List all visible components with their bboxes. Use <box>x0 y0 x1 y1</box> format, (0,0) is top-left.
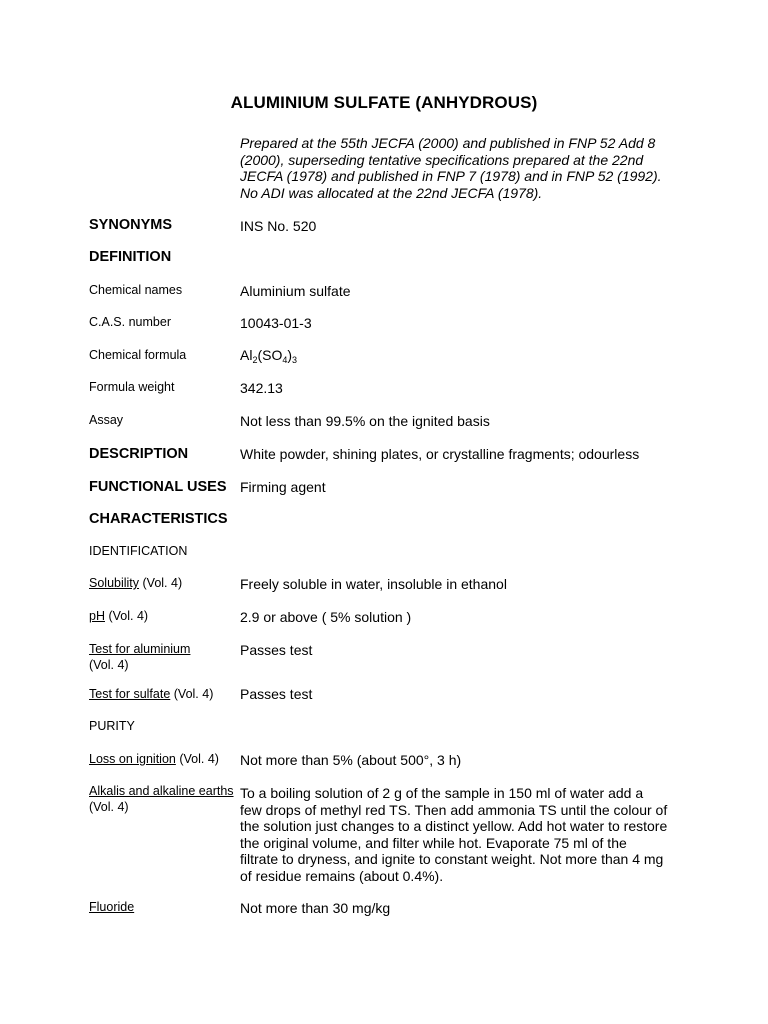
sulfate-test-label <box>89 686 213 702</box>
characteristics-heading: CHARACTERISTICS <box>89 511 228 527</box>
formula-part: Al <box>240 347 253 363</box>
cas-value: 10043-01-3 <box>240 315 312 331</box>
formula-subscript: 4 <box>282 355 288 365</box>
vol-ref: (Vol. 4) <box>104 609 149 623</box>
ph-value: 2.9 or above ( 5% solution ) <box>240 609 412 625</box>
description-value: White powder, shining plates, or crystalline fragments; odourless <box>240 446 640 462</box>
aluminium-test-link[interactable]: Test for aluminium <box>89 642 191 656</box>
vol-ref: (Vol. 4) <box>175 752 219 766</box>
assay-label: Assay <box>89 413 124 427</box>
solubility-link[interactable]: Solubility <box>89 576 140 590</box>
solubility-value: Freely soluble in water, insoluble in ethanol <box>240 576 507 592</box>
sulfate-test-link[interactable]: Test for sulfate <box>89 687 171 701</box>
loss-on-ignition-value: Not more than 5% (about 500°, 3 h) <box>240 752 462 768</box>
sulfate-test-value: Passes test <box>240 686 313 702</box>
formula-part: ) <box>287 347 293 363</box>
assay-value: Not less than 99.5% on the ignited basis <box>240 413 490 429</box>
chemical-names-value: Aluminium sulfate <box>240 283 351 299</box>
fluoride-label <box>89 899 134 915</box>
ph-label <box>89 608 148 624</box>
synonyms-heading: SYNONYMS <box>89 217 172 233</box>
solubility-label <box>89 575 182 591</box>
formula-part: (SO <box>257 347 283 363</box>
chemical-names-label: Chemical names <box>89 283 183 297</box>
formula-subscript: 2 <box>252 355 258 365</box>
functional-uses-value: Firming agent <box>240 479 326 495</box>
synonyms-value: INS No. 520 <box>240 218 317 234</box>
aluminium-test-label <box>89 641 190 673</box>
fluoride-value: Not more than 30 mg/kg <box>240 900 391 916</box>
functional-uses-heading: FUNCTIONAL USES <box>89 479 227 495</box>
aluminium-test-value: Passes test <box>240 642 313 658</box>
identification-subheading: IDENTIFICATION <box>89 544 188 558</box>
alkalis-link[interactable]: Alkalis and alkaline earths <box>89 784 234 798</box>
definition-heading: DEFINITION <box>89 249 172 265</box>
ph-link[interactable]: pH <box>89 609 105 623</box>
loss-on-ignition-link[interactable]: Loss on ignition <box>89 752 176 766</box>
alkalis-label <box>89 783 234 815</box>
description-heading: DESCRIPTION <box>89 446 189 462</box>
vol-ref: (Vol. 4) <box>89 658 129 672</box>
vol-ref: (Vol. 4) <box>89 800 129 814</box>
intro-note: Prepared at the 55th JECFA (2000) and published in FNP 52 Add 8 (2000), superseding tentative specifications prepared at the 22nd JECFA (1978) and published in FNP 7 (1978) and in FNP 52 (1992). No ADI was allocated at the 22nd JECFA (1978). <box>240 135 662 201</box>
loss-on-ignition-label <box>89 751 219 767</box>
chemical-formula-label: Chemical formula <box>89 348 187 362</box>
vol-ref: (Vol. 4) <box>170 687 214 701</box>
formula-weight-label: Formula weight <box>89 380 175 394</box>
chemical-formula-value <box>240 347 297 364</box>
cas-label: C.A.S. number <box>89 315 171 329</box>
formula-subscript: 3 <box>292 355 298 365</box>
vol-ref: (Vol. 4) <box>139 576 183 590</box>
purity-subheading: PURITY <box>89 719 135 733</box>
page-title: ALUMINIUM SULFATE (ANHYDROUS) <box>230 93 538 112</box>
fluoride-link[interactable]: Fluoride <box>89 900 135 914</box>
alkalis-value: To a boiling solution of 2 g of the sample in 150 ml of water add a few drops of methyl red TS. Then add ammonia TS until the colour of the solution just changes to a distinct yellow. Add hot water to restore the original volume, and filter while hot. Evaporate 75 ml of the filtrate to dryness, and ignite to constant weight. Not more than 4 mg of residue remains (about 0.4%). <box>240 785 668 884</box>
formula-weight-value: 342.13 <box>240 380 283 396</box>
